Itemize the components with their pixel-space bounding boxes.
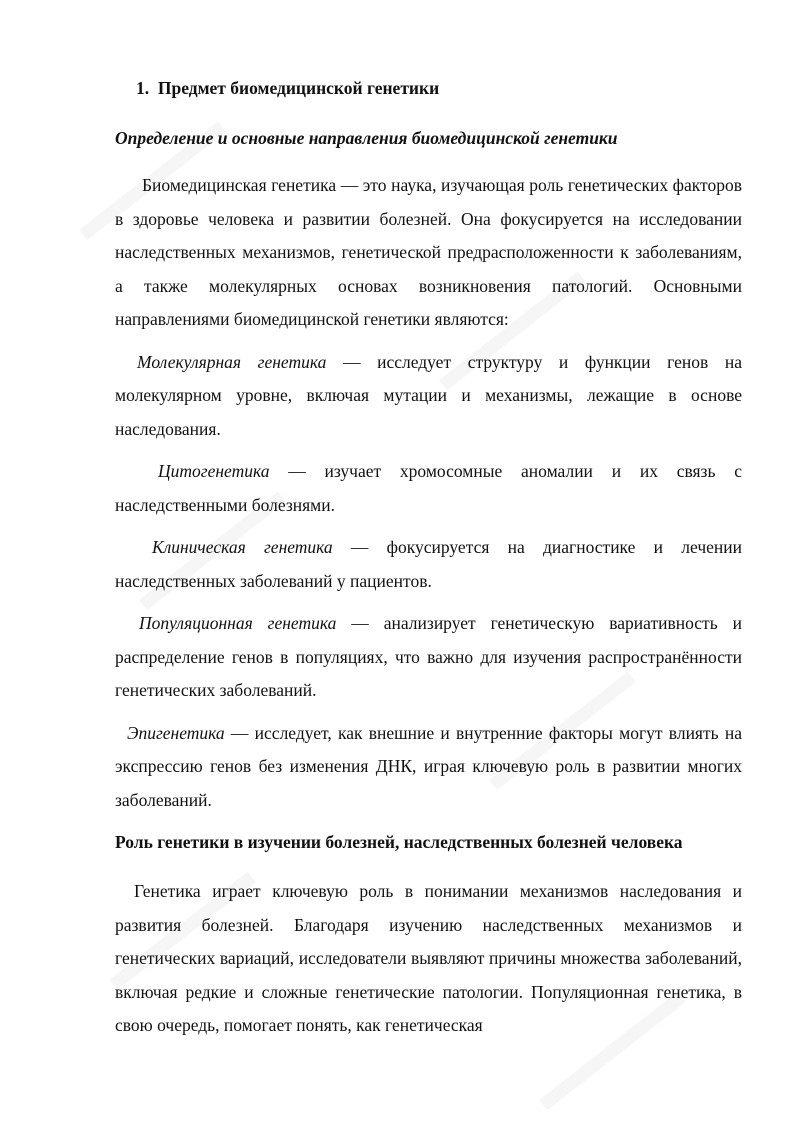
direction-paragraph	[115, 455, 742, 522]
section2-paragraph: Генетика играет ключевую роль в понимании механизмов наследования и развития болезней. Благодаря изучению наследственных механизмов и генетических вариаций, исследователи выявляют причины множества заболеваний, включая редкие и сложные генетические патологии. Популяционная генетика, в свою очередь, помогает понять, как генетическая	[115, 881, 742, 1035]
direction-paragraph	[115, 607, 742, 708]
intro-paragraph: Биомедицинская генетика — это наука, изучающая роль генетических факторов в здоровье человека и развитии болезней. Она фокусируется на исследовании наследственных механизмов, генетической предрасположенности к заболеваниям, а также молекулярных основах возникновения патологий. Основными направлениями биомедицинской генетики являются:	[115, 175, 742, 329]
section2-heading: Роль генетики в изучении болезней, наследственных болезней человека	[115, 832, 683, 852]
document-body	[115, 77, 742, 1043]
direction-term: Цитогенетика	[158, 461, 270, 481]
direction-paragraph	[115, 531, 742, 598]
direction-term: Популяционная генетика	[139, 613, 337, 633]
direction-paragraph	[115, 717, 742, 818]
direction-term: Эпигенетика	[127, 722, 225, 743]
section-number: 1.	[136, 78, 150, 98]
direction-paragraph	[115, 346, 742, 447]
direction-text: — анализирует генетическую вариативность и распределение генов в популяциях, что важно для изучения распространённости генетических заболеваний.	[115, 613, 742, 700]
subheading: Определение и основные направления биомедицинской генетики	[115, 128, 618, 148]
direction-text: — фокусируется на диагностике и лечении наследственных заболеваний у пациентов.	[115, 537, 742, 591]
direction-term: Молекулярная генетика	[137, 351, 327, 372]
direction-text: — исследует структуру и функции генов на молекулярном уровне, включая мутации и механизмы, лежащие в основе наследования.	[115, 351, 742, 439]
section-heading	[136, 77, 742, 99]
direction-term: Клиническая генетика	[152, 537, 333, 557]
direction-text: — изучает хромосомные аномалии и их связь с наследственными болезнями.	[115, 461, 742, 515]
direction-text: — исследует, как внешние и внутренние факторы могут влиять на экспрессию генов без изменения ДНК, играя ключевую роль в развитии многих заболеваний.	[115, 722, 742, 810]
section-title: Предмет биомедицинской генетики	[157, 78, 440, 98]
